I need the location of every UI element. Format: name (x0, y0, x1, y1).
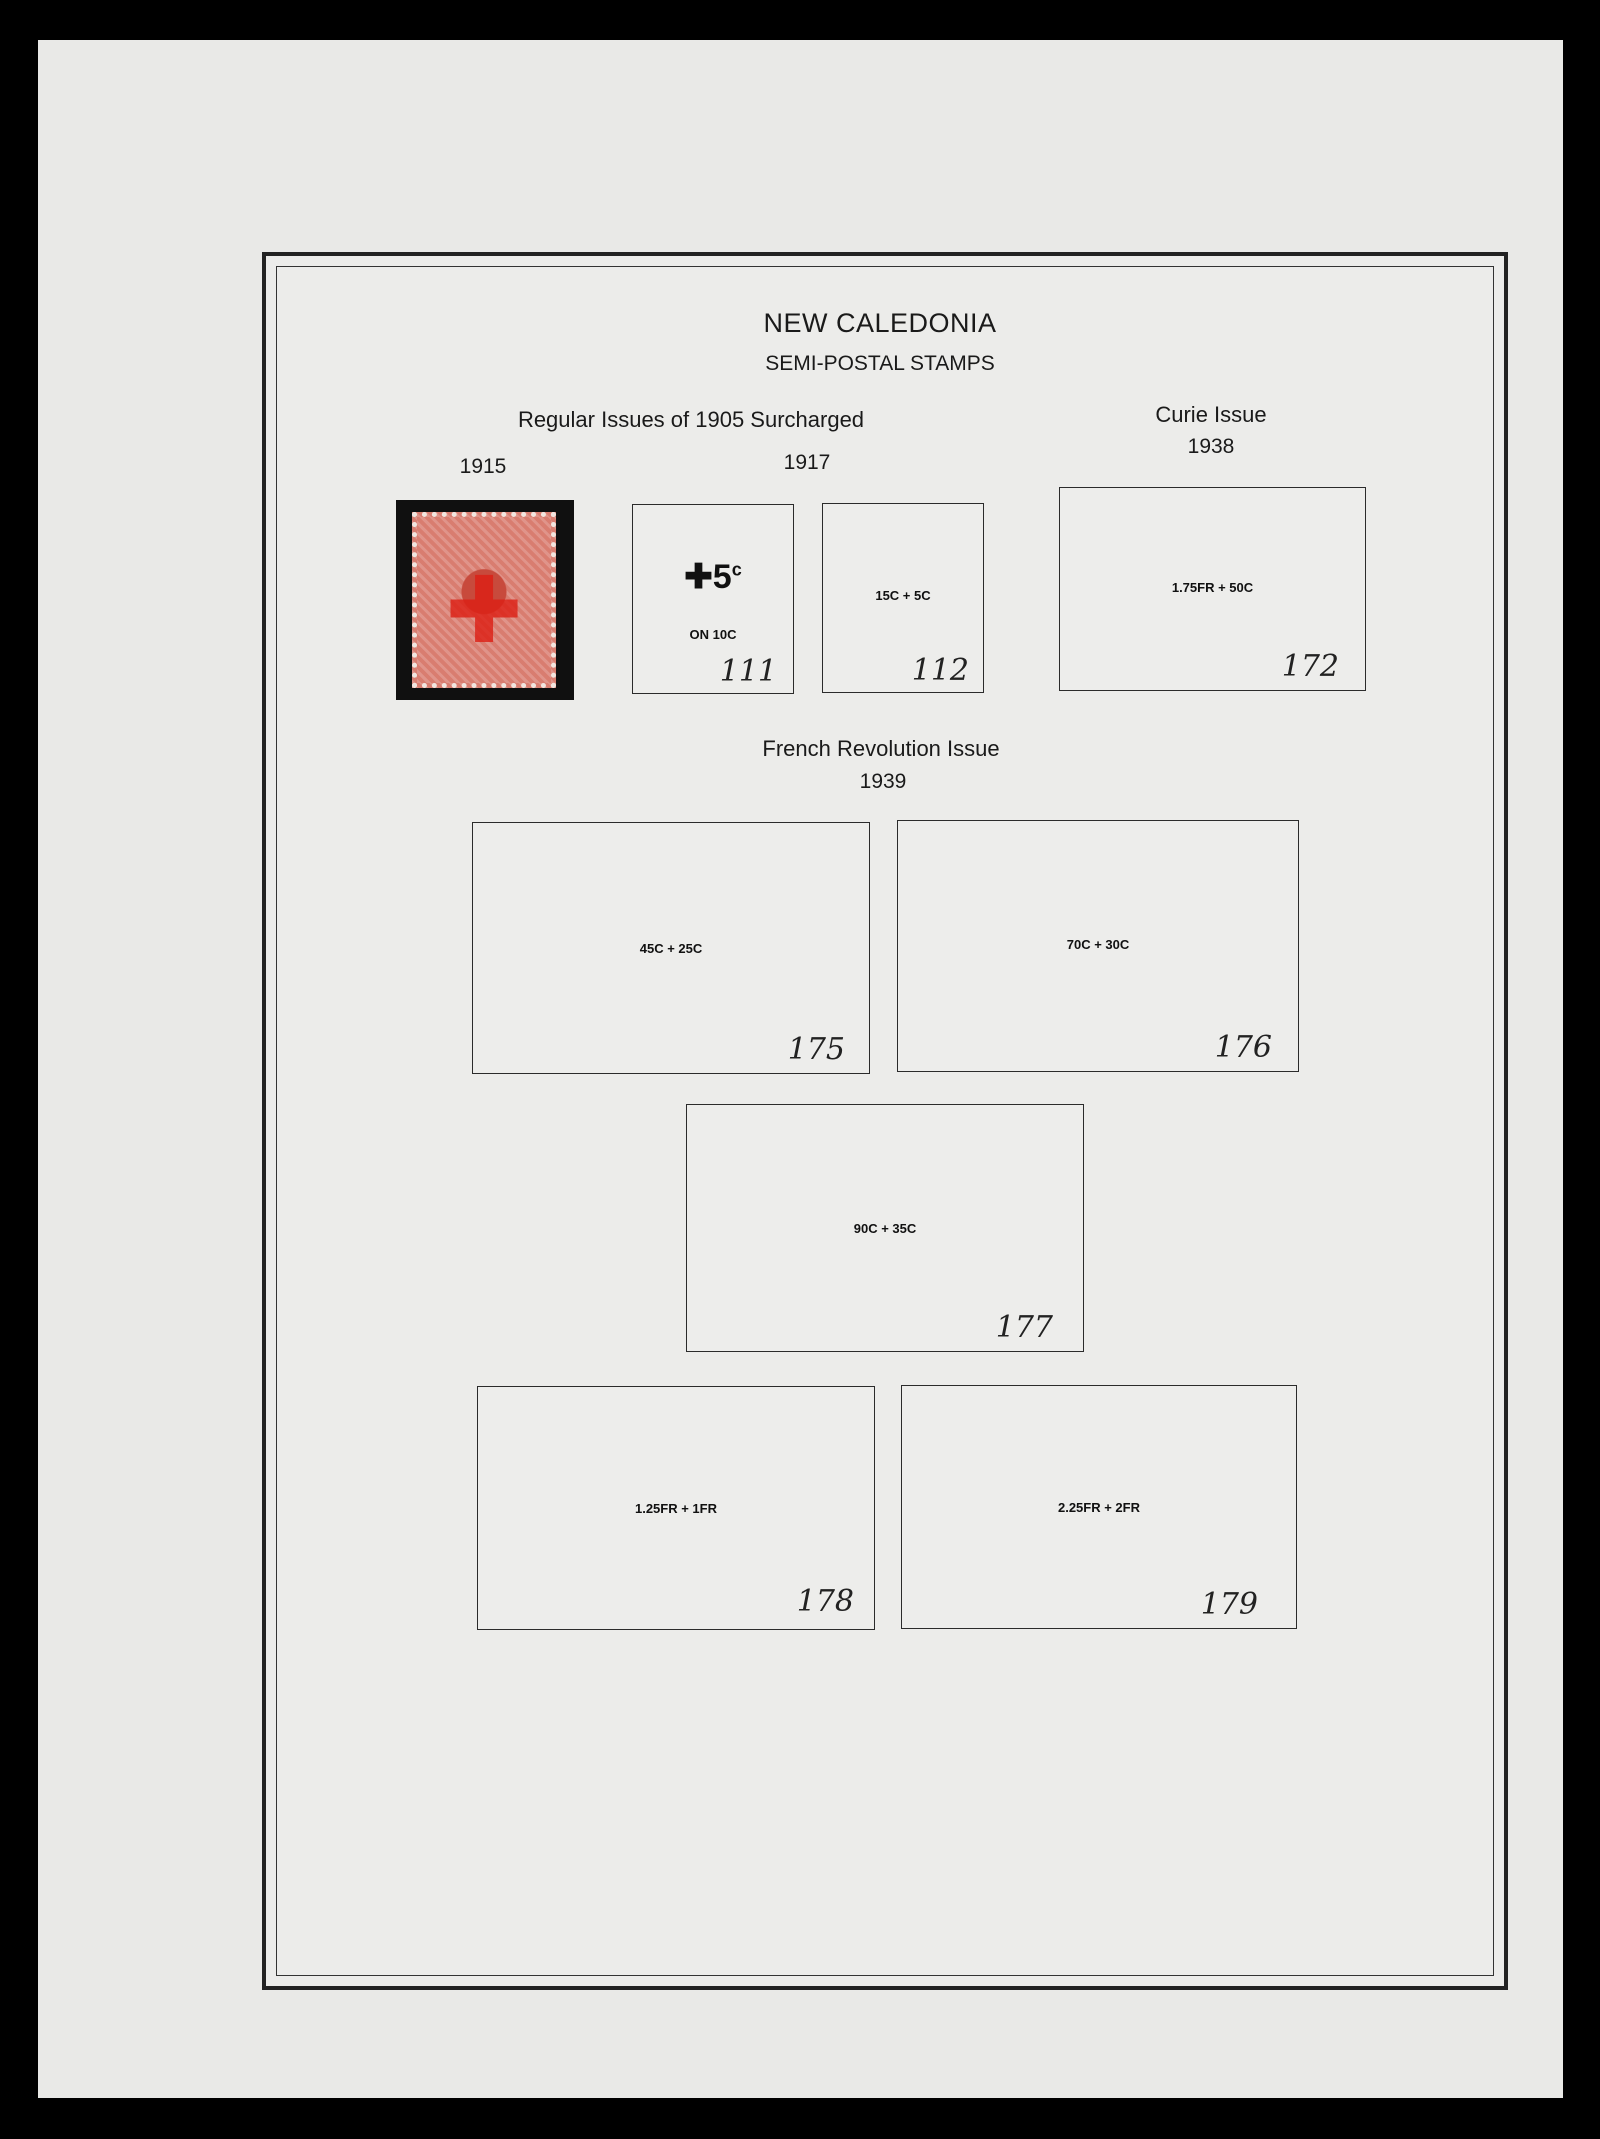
stamp-slot-176[interactable] (897, 820, 1299, 1072)
denomination-label: 1.25FR + 1FR (634, 1501, 717, 1516)
page-subtitle: SEMI-POSTAL STAMPS (765, 352, 995, 375)
stamp-slot-179[interactable] (901, 1385, 1297, 1629)
catalog-number: 176 (1214, 1030, 1272, 1065)
surcharge-cross: ✚5$^c$ (684, 558, 742, 596)
stamp-slot-111[interactable] (632, 504, 794, 694)
stamp-1915 (396, 500, 574, 700)
stamp-slot-178[interactable] (477, 1386, 875, 1630)
stamp-slot-177[interactable] (686, 1104, 1084, 1352)
page-title: NEW CALEDONIA (763, 308, 997, 338)
surcharge-on-label: ON 10C (689, 627, 737, 642)
catalog-number: 179 (1200, 1587, 1258, 1622)
denomination-label: 90C + 35C (853, 1221, 917, 1236)
stamp-slot-175[interactable] (472, 822, 870, 1074)
year-1939: 1939 (859, 770, 907, 793)
denomination-label: 1.75FR + 50C (1171, 580, 1254, 595)
section-heading-revolution: French Revolution Issue (762, 736, 1000, 761)
year-1915: 1915 (459, 455, 507, 478)
stamp-slot-172[interactable] (1059, 487, 1366, 691)
section-heading-curie: Curie Issue (1155, 402, 1267, 427)
catalog-number: 175 (787, 1032, 845, 1067)
catalog-number: 177 (995, 1310, 1053, 1345)
red-cross-overprint: ✚ (445, 557, 523, 664)
stamp-face (412, 512, 556, 688)
section-heading-regular: Regular Issues of 1905 Surcharged (517, 407, 865, 432)
year-1917: 1917 (783, 451, 831, 474)
catalog-number: 172 (1281, 649, 1339, 684)
denomination-label: 70C + 30C (1066, 937, 1130, 952)
catalog-number: 112 (911, 653, 969, 688)
catalog-number: 178 (796, 1584, 854, 1619)
year-1938: 1938 (1187, 435, 1235, 458)
denomination-label: 45C + 25C (639, 941, 703, 956)
catalog-number: 111 (719, 654, 777, 689)
denomination-label: 15C + 5C (875, 588, 931, 603)
denomination-label: 2.25FR + 2FR (1057, 1500, 1140, 1515)
stamp-slot-112[interactable] (822, 503, 984, 693)
